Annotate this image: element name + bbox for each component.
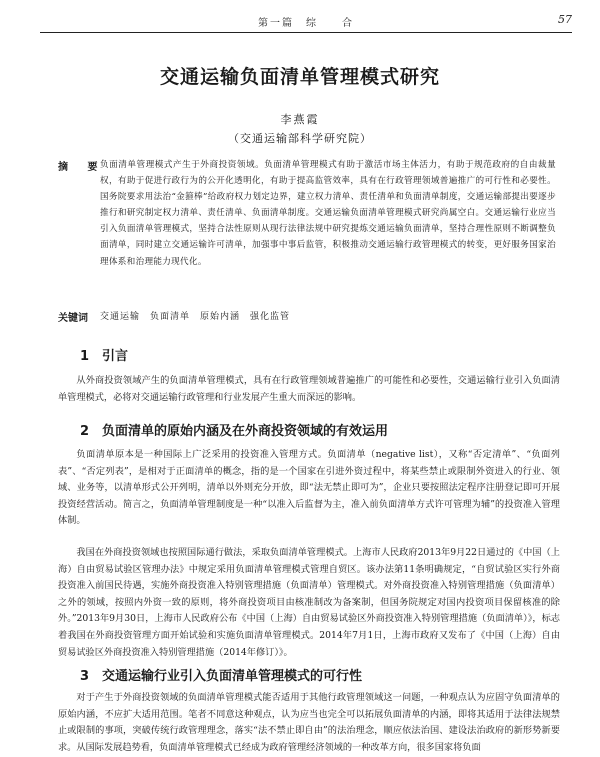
- keywords-label: 关键词: [58, 313, 88, 324]
- section-1-paragraph-1: 从外商投资领域产生的负面清单管理模式，具有在行政管理领域普遍推广的可能性和必要性，交通运输行业引入负面清单管理模式，必将对交通运输行政管理和行业发展产生重大而深远的影响。: [58, 375, 560, 403]
- section-1-title: 引言: [102, 349, 129, 364]
- section-2-heading: [80, 420, 388, 439]
- section-2-title: 负面清单的原始内涵及在外商投资领域的有效运用: [102, 424, 389, 439]
- running-header: [40, 12, 572, 30]
- section-1-number: 1: [80, 349, 90, 364]
- running-header-section: 第一篇 综 合: [258, 18, 354, 29]
- section-2-paragraph-1: 负面清单原本是一种国际上广泛采用的投资准入管理方式。负面清单（negative list），又称“否定清单”、“负面列表”、“否定列表”，是相对于正面清单的概念，指的是一个国家在引进外资过程中，将某些禁止或限制外资进入的行业、领域、业务等，以清单形式公开列明，清单以外则充分开放，即“法无禁止即可为”，企业只要按照法定程序注册登记即可开展投资经营活动。简言之，负面清单管理制度是一种“以准入后监督为主，准入前负面清单方式许可管理为辅”的投资准入管理体制。: [58, 449, 560, 527]
- article-author: 李燕霞: [280, 113, 320, 126]
- section-2-paragraph-2: 我国在外商投资领域也按照国际通行做法，采取负面清单管理模式。上海市人民政府2013年9月22日通过的《中国（上海）自由贸易试验区管理办法》中规定采用负面清单管理模式管理自贸区。该办法第11条明确规定，“自贸试验区实行外商投资准入前国民待遇，实施外商投资准入特别管理措施（负面清单）管理模式。对外商投资准入特别管理措施（负面清单）之外的领域，按照内外资一致的原则，将外商投资项目由核准制改为备案制，但国务院规定对国内投资项目保留核准的除外。”2013年9月30日，上海市人民政府公布《中国（上海）自由贸易试验区外商投资准入特别管理措施（负面清单）》，标志着我国在外商投资管理方面开始试验和实施负面清单管理模式。2014年7月1日，上海市政府又发布了《中国（上海）自由贸易试验区外商投资准入特别管理措施（2014年修订）》。: [58, 547, 560, 658]
- abstract-label: 摘 要: [58, 162, 106, 173]
- section-3-title: 交通运输行业引入负面清单管理模式的可行性: [102, 669, 363, 684]
- section-3-number: 3: [80, 669, 90, 684]
- section-3-heading: [80, 665, 362, 684]
- abstract-text: 负面清单管理模式产生于外商投资领域。负面清单管理模式有助于激活市场主体活力，有助于规范政府的自由裁量权，有助于促进行政行为的公开化透明化，有助于提高监管效率，具有在行政管理领域普遍推广的可行性和必要性。国务院要求用法治“金箍棒”给政府权力划定边界，建立权力清单、责任清单和负面清单制度，交通运输部提出要逐步推行和研究制定权力清单、责任清单、负面清单制度。交通运输负面清单管理模式研究尚属空白。交通运输行业应当引入负面清单管理模式，坚持合法性原则从现行法律法规中研究提炼交通运输负面清单，坚持合理性原则不断调整负面清单，同时建立交通运输许可清单，加强事中事后监管，积极推动交通运输行政管理模式的转变，更好服务国家治理体系和治理能力现代化。: [100, 160, 556, 267]
- section-1-heading: [80, 345, 128, 364]
- article-title: 交通运输负面清单管理模式研究: [159, 66, 440, 88]
- section-3-paragraph-1: 对于产生于外商投资领域的负面清单管理模式能否适用于其他行政管理领域这一问题，一种观点认为应固守负面清单的原始内涵，不应扩大适用范围。笔者不同意这种观点，认为应当也完全可以拓展负面清单的内涵，即将其适用于法律法规禁止或限制的事项，突破传统行政管理理念，落实“法不禁止即自由”的法治理念，顺应依法治国、建设法治政府的新形势新要求。: [58, 692, 560, 753]
- section-3-paragraph-2: 从国际发展趋势看，负面清单管理模式已经成为政府管理经济领域的一种改革方向，很多国家将负面: [76, 742, 481, 753]
- keywords-text: 交通运输 负面清单 原始内涵 强化监管: [100, 312, 291, 322]
- page-number: 57: [558, 13, 572, 26]
- header-rule: [40, 32, 572, 33]
- section-2-number: 2: [80, 424, 90, 439]
- article-affiliation: （交通运输部科学研究院）: [228, 132, 372, 145]
